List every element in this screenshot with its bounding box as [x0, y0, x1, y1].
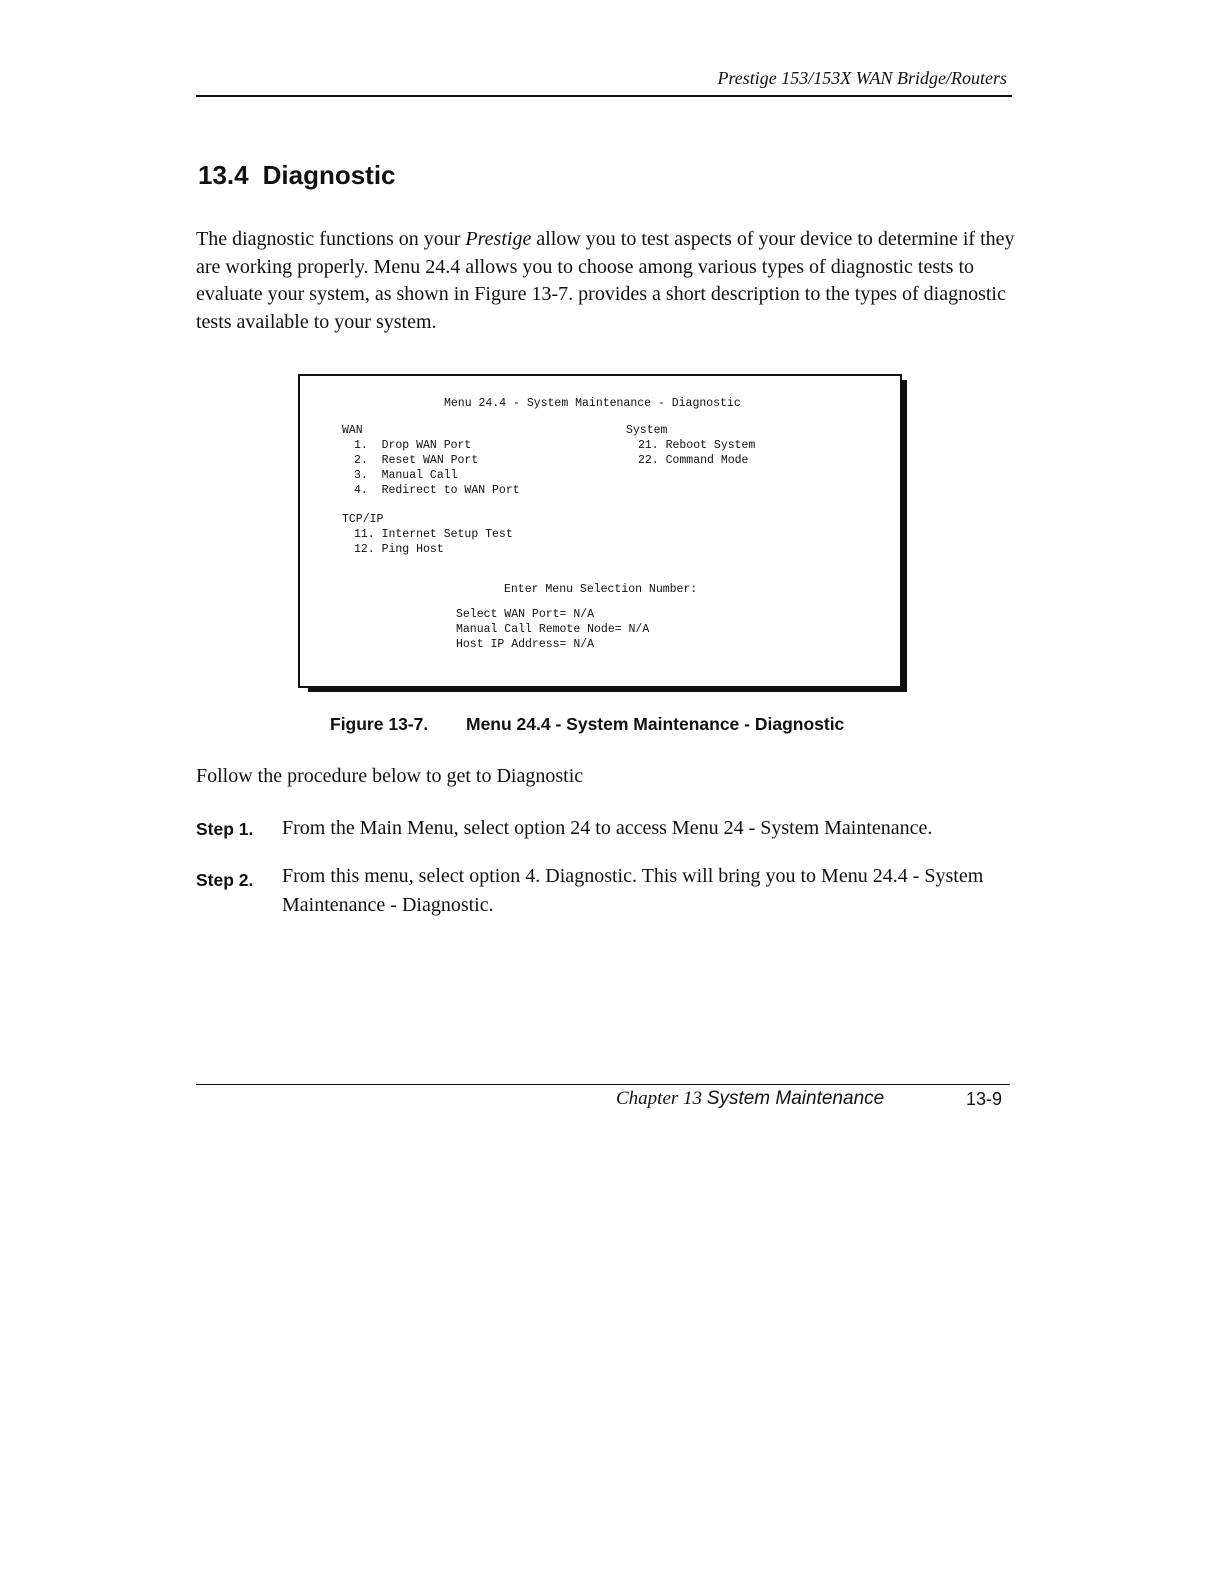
menu-option-redirect-to-wan-port: 4. Redirect to WAN Port: [354, 484, 520, 497]
footer-chapter: [616, 1088, 884, 1110]
procedure-intro: Follow the procedure below to get to Diagnostic: [196, 765, 584, 787]
field-manual-call-remote-node: Manual Call Remote Node= N/A: [456, 623, 650, 636]
menu-selection-prompt: Enter Menu Selection Number:: [504, 583, 698, 596]
field-host-ip-address: Host IP Address= N/A: [456, 638, 595, 651]
menu-option-drop-wan-port: 1. Drop WAN Port: [354, 439, 472, 452]
menu-option-reset-wan-port: 2. Reset WAN Port: [354, 454, 479, 467]
terminal-screen: [298, 374, 902, 688]
tcpip-heading: TCP/IP: [342, 513, 384, 526]
figure-caption: [330, 714, 844, 735]
intro-paragraph: [196, 226, 1016, 336]
wan-heading: WAN: [342, 424, 363, 437]
step-2-label: Step 2.: [196, 870, 254, 890]
terminal-menu-title: Menu 24.4 - System Maintenance - Diagnostic: [444, 397, 741, 410]
section-heading: [198, 160, 396, 191]
step-1-text: From the Main Menu, select option 24 to access Menu 24 - System Maintenance.: [282, 817, 933, 839]
menu-option-reboot-system: 21. Reboot System: [638, 439, 756, 452]
footer-rule: [196, 1084, 1010, 1085]
section-title: Diagnostic: [262, 160, 396, 190]
intro-text-part2: allow you to test aspects of your device to determine if they are working properly. Menu 24.4 allows you to choose among various types of diagnostic tests to evaluate your system, as shown in Figure 13-7. provides a short description to the types of diagnostic tests available to your system.: [196, 228, 1015, 333]
system-heading: System: [626, 424, 668, 437]
running-header: Prestige 153/153X WAN Bridge/Routers: [717, 68, 1007, 88]
intro-text-part1: The diagnostic functions on your: [196, 228, 466, 250]
menu-option-ping-host: 12. Ping Host: [354, 543, 444, 556]
menu-option-manual-call: 3. Manual Call: [354, 469, 458, 482]
page-number: 13-9: [966, 1089, 1003, 1109]
menu-option-command-mode: 22. Command Mode: [638, 454, 749, 467]
footer-chapter-number: Chapter 13: [616, 1088, 703, 1109]
header-rule: [196, 95, 1012, 97]
section-number: 13.4: [198, 160, 249, 190]
figure-number: Figure 13-7.: [330, 714, 429, 734]
intro-product-name: Prestige: [465, 228, 532, 250]
field-select-wan-port: Select WAN Port= N/A: [456, 608, 595, 621]
step-2-text: From this menu, select option 4. Diagnostic. This will bring you to Menu 24.4 - System Maintenance - Diagnostic.: [282, 865, 984, 916]
figure-title: Menu 24.4 - System Maintenance - Diagnostic: [466, 714, 845, 734]
step-1-label: Step 1.: [196, 819, 254, 839]
menu-option-internet-setup-test: 11. Internet Setup Test: [354, 528, 513, 541]
footer-chapter-title: System Maintenance: [706, 1088, 885, 1109]
